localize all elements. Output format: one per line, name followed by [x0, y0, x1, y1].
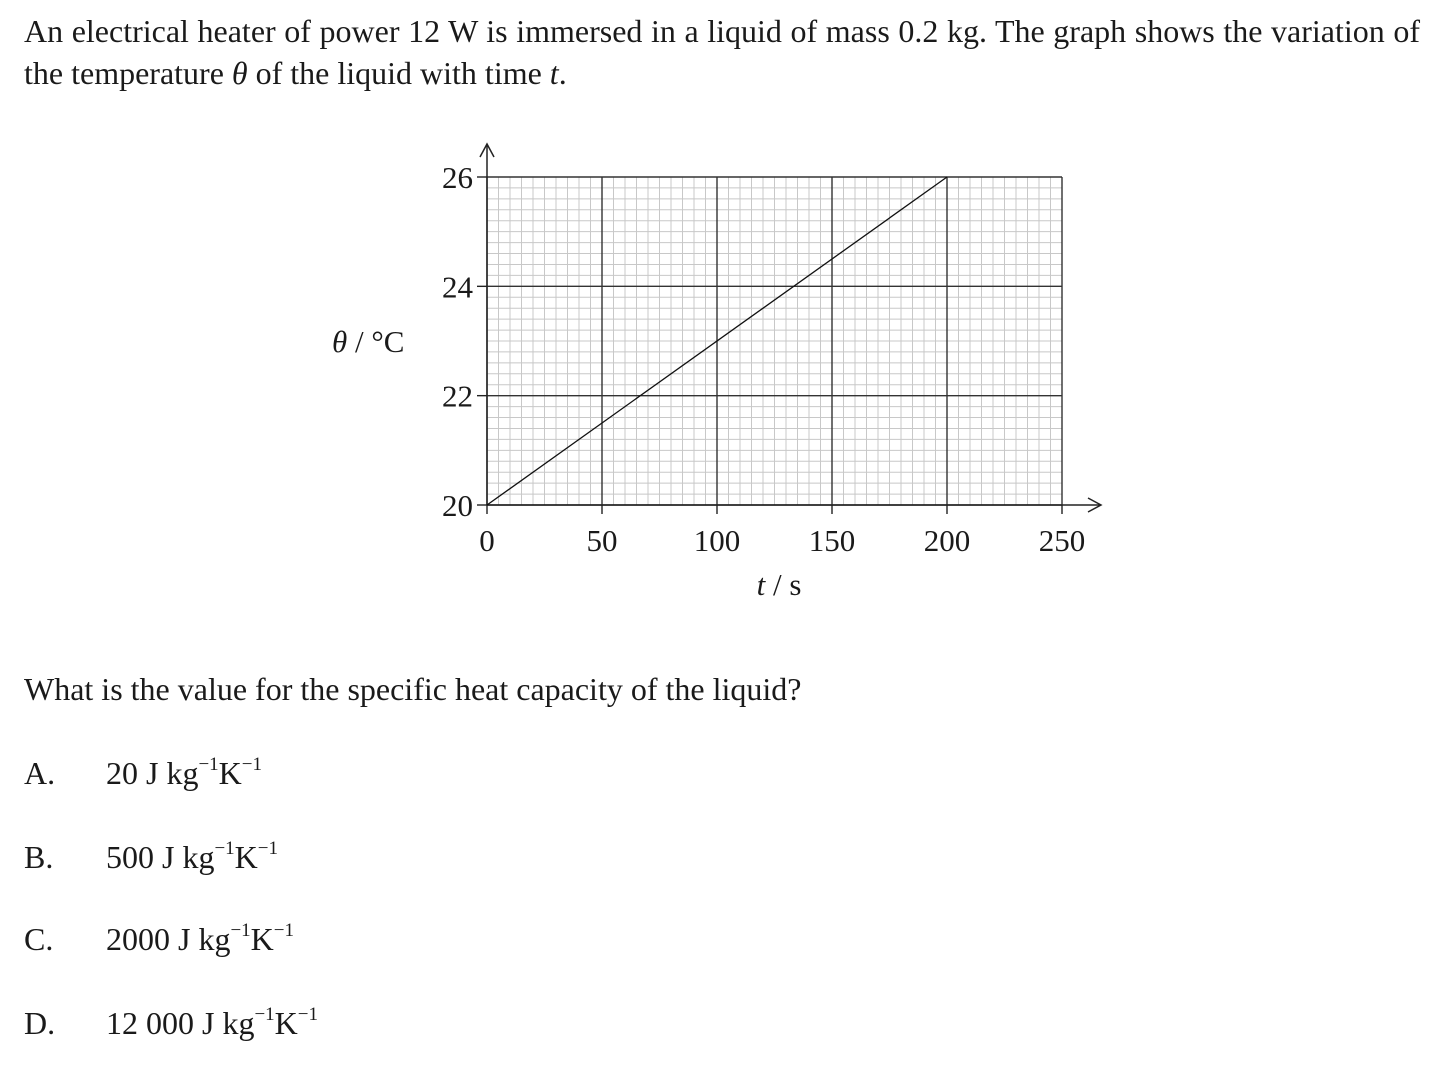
xlabel-symbol: t	[756, 567, 766, 602]
xlabel-unit: / s	[765, 567, 802, 602]
y-tick-label: 22	[442, 378, 473, 414]
tick-labels	[442, 160, 1085, 558]
option-c[interactable]	[24, 918, 294, 960]
option-a[interactable]	[24, 752, 262, 794]
ylabel-unit: / °C	[347, 324, 405, 359]
option-value: 20 J $kg^{-1}K^{-1}$	[106, 753, 262, 791]
y-tick-label: 26	[442, 160, 473, 195]
x-tick-label: 250	[1038, 523, 1086, 558]
axes	[477, 144, 1101, 514]
ylabel-symbol: θ	[332, 324, 348, 359]
x-tick-label: 0	[479, 523, 495, 558]
y-tick-label: 24	[442, 269, 473, 305]
minor-grid	[487, 177, 1062, 505]
stem-part2: of the liquid with time	[247, 55, 550, 91]
x-tick-label: 100	[693, 523, 741, 558]
theta-symbol: θ	[231, 55, 248, 91]
question-prompt: What is the value for the specific heat capacity of the liquid?	[24, 671, 802, 707]
stem-part3: .	[558, 55, 567, 91]
x-tick-label: 50	[586, 523, 618, 558]
option-d[interactable]	[24, 1002, 318, 1044]
option-value: 500 J $kg^{-1}K^{-1}$	[106, 837, 278, 875]
t-symbol: t	[549, 55, 559, 91]
option-letter: B.	[24, 839, 54, 875]
x-tick-label: 200	[923, 523, 971, 558]
option-value: 2000 J $kg^{-1}K^{-1}$	[106, 919, 294, 957]
option-letter: D.	[24, 1005, 56, 1041]
y-axis-label	[332, 324, 404, 359]
option-letter: C.	[24, 921, 54, 957]
x-tick-label: 150	[808, 523, 856, 558]
x-axis-label	[757, 567, 802, 602]
option-letter: A.	[24, 755, 56, 791]
stem-part1: An electrical heater of power 12 W is immersed in a liquid of mass 0.2 kg. The graph shows the variation of the temperature	[24, 13, 1420, 91]
option-value: 12 000 J $kg^{-1}K^{-1}$	[106, 1003, 318, 1041]
option-b[interactable]	[24, 836, 278, 878]
y-tick-label: 20	[442, 488, 473, 523]
